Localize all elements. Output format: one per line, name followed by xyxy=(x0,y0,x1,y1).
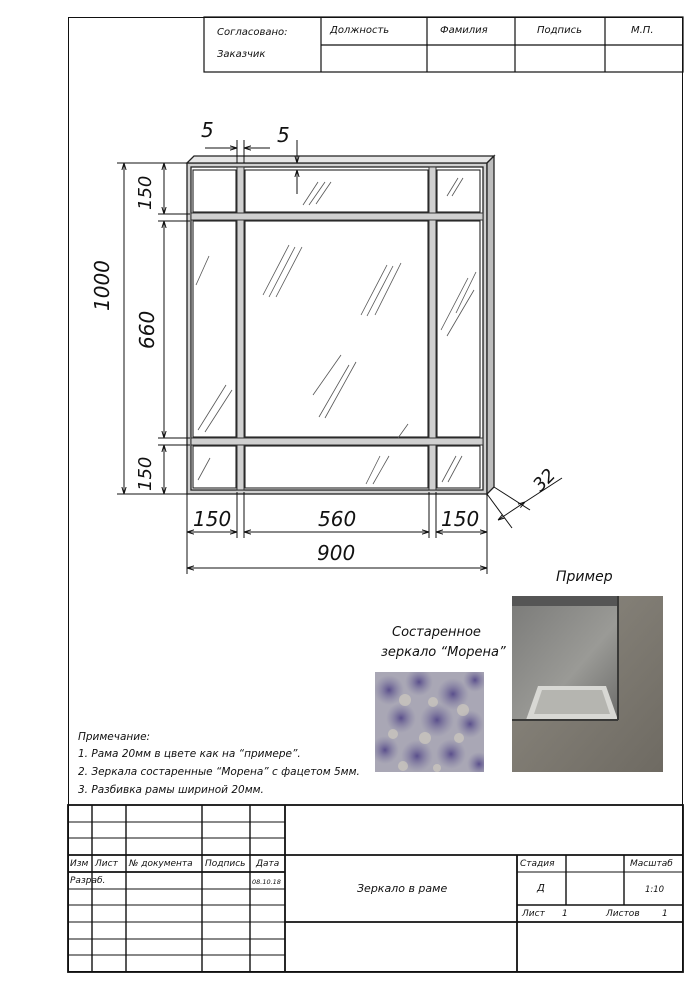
tb-col-doc: № документа xyxy=(129,859,193,869)
note-item: 2. Зеркала состаренные “Морена” с фацетом 5мм. xyxy=(78,766,360,778)
dim-total-width: 900 xyxy=(317,541,356,565)
approval-signature-header: Подпись xyxy=(537,25,582,36)
dim-bottom-height: 150 xyxy=(135,456,156,491)
tb-col-sheet: Лист xyxy=(95,859,118,869)
note-item: 1. Рама 20мм в цвете как на “примере”. xyxy=(78,748,301,760)
dim-depth: 32 xyxy=(529,464,561,496)
tb-developed-label: Разраб. xyxy=(70,876,106,886)
note-item: 3. Разбивка рамы шириной 20мм. xyxy=(78,784,264,796)
example-label: Пример xyxy=(556,569,613,585)
approval-agreed-label: Согласовано: xyxy=(217,27,288,38)
dim-mullion-width: 5 xyxy=(201,118,214,142)
aged-mirror-label-line2: зеркало “Морена” xyxy=(381,645,506,660)
tb-sheet-value: 1 xyxy=(562,909,568,919)
dim-total-height: 1000 xyxy=(90,260,114,311)
aged-mirror-label-line1: Состаренное xyxy=(392,625,481,640)
dim-right-width: 150 xyxy=(441,507,480,531)
tb-col-sign: Подпись xyxy=(205,859,246,869)
tb-scale-value: 1:10 xyxy=(645,885,665,895)
dim-left-width: 150 xyxy=(193,507,232,531)
tb-sheet-label: Лист xyxy=(522,909,545,919)
tb-scale-label: Масштаб xyxy=(630,859,673,869)
approval-customer-label: Заказчик xyxy=(217,49,266,60)
approval-surname-header: Фамилия xyxy=(440,25,488,36)
approval-position-header: Должность xyxy=(330,25,390,36)
tb-col-date: Дата xyxy=(256,859,280,869)
tb-stage-label: Стадия xyxy=(520,859,555,869)
dim-top-height: 150 xyxy=(135,175,156,210)
dim-mid-width: 560 xyxy=(318,507,357,531)
tb-sheets-value: 1 xyxy=(662,909,668,919)
tb-drawing-name: Зеркало в раме xyxy=(357,882,448,895)
dim-mullion-height: 5 xyxy=(277,123,290,147)
notes-title: Примечание: xyxy=(78,731,151,743)
dim-mid-height: 660 xyxy=(135,310,159,349)
tb-col-change: Изм xyxy=(70,859,89,869)
tb-sheets-label: Листов xyxy=(606,909,640,919)
tb-date-value: 08.10.18 xyxy=(252,878,281,886)
approval-stamp-header: М.П. xyxy=(631,25,654,36)
tb-stage-value: Д xyxy=(537,883,545,894)
